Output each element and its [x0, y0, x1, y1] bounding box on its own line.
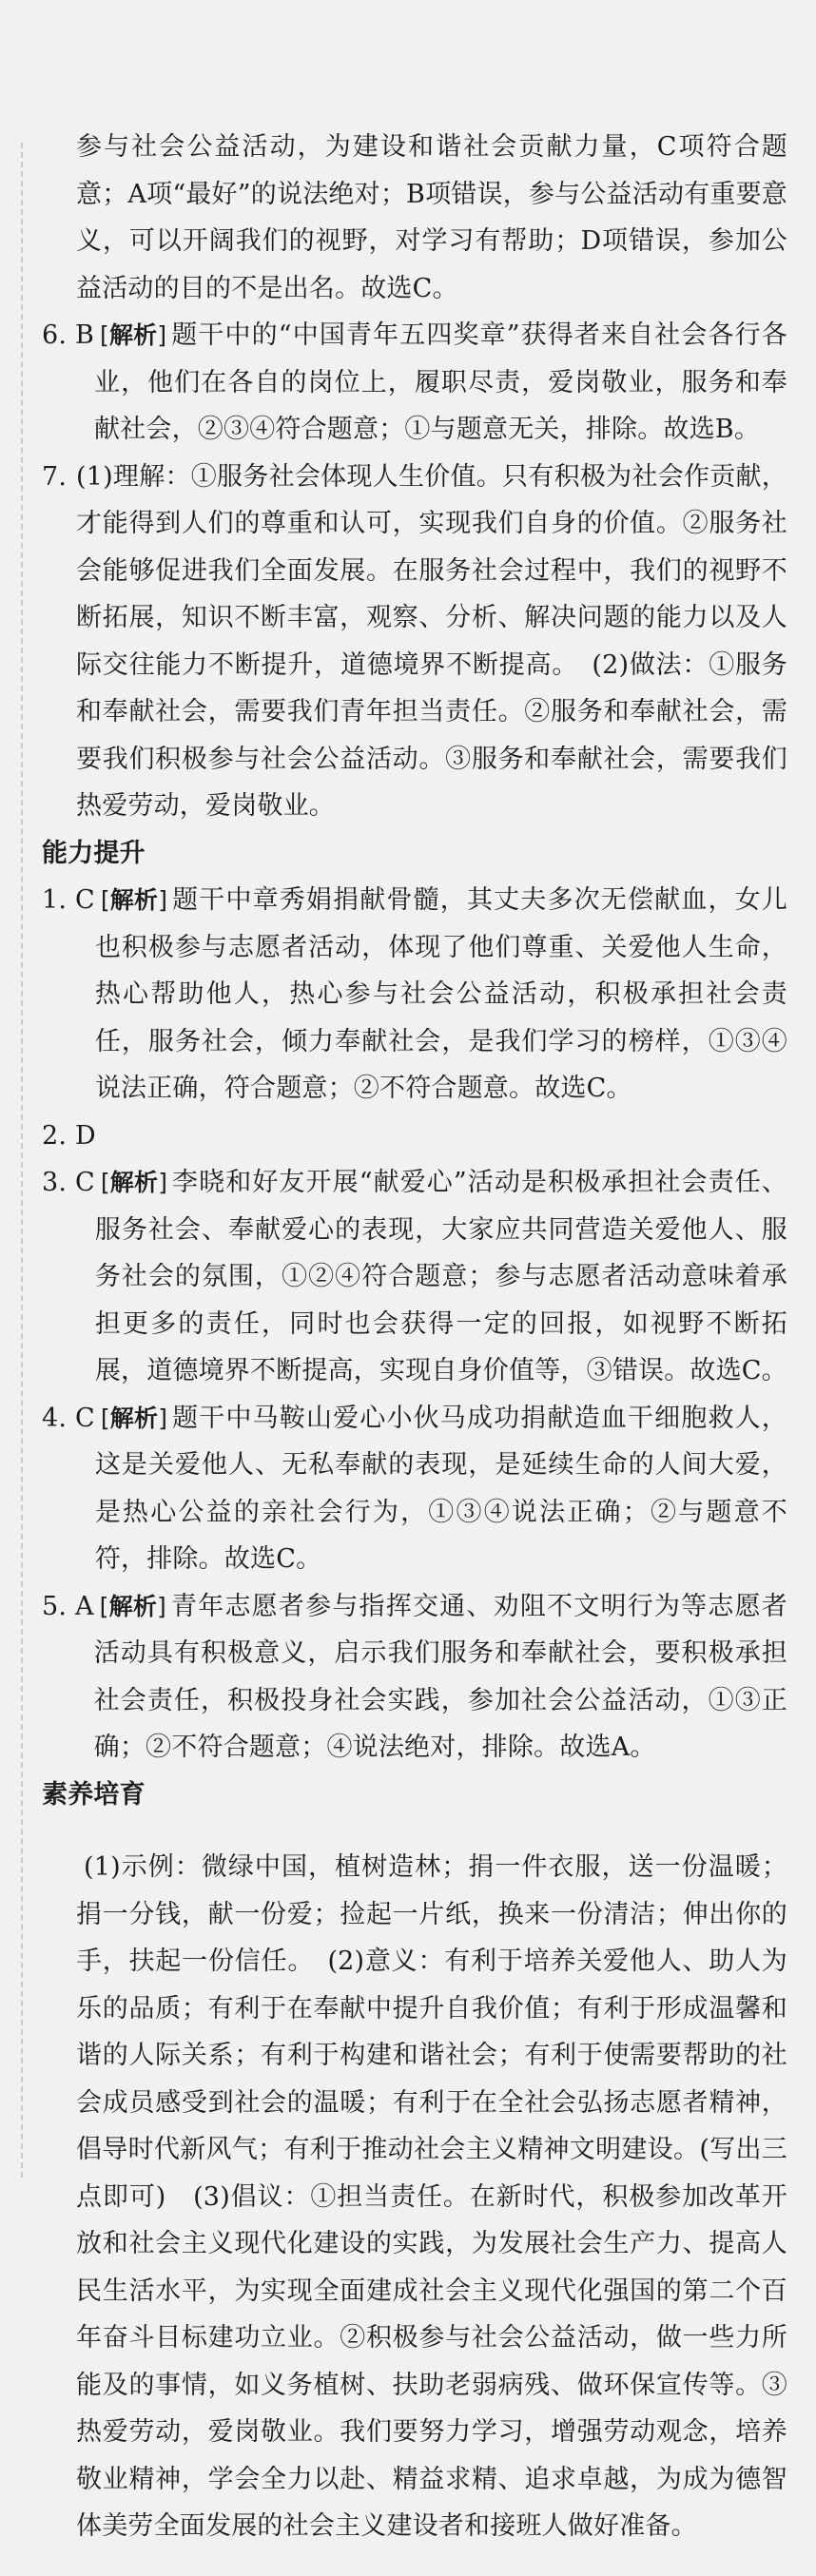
- ability-item-2: [42, 1113, 787, 1160]
- item-text: (1)理解：①服务社会体现人生价值。只有积极为社会作贡献，才能得到人们的尊重和认可，实现我们自身的价值。②服务社会能够促进我们全面发展。在服务社会过程中，我们的视野不断拓展，知识不断丰富，观察、分析、解决问题的能力以及人际交往能力不断提升，道德境界不断提高。 (2)做法：①服务和奉献社会，需要我们青年担当责任。②服务和奉献社会，需要我们积极参与社会公益活动。③服务和奉献社会，需要我们热爱劳动，爱岗敬业。: [76, 461, 787, 821]
- analysis-tag-label: 解析: [108, 321, 158, 349]
- item-number: 5. A: [42, 1591, 94, 1621]
- item-text: 青年志愿者参与指挥交通、劝阻不文明行为等志愿者活动具有积极意义，启示我们服务和奉献社会，要积极承担社会责任，积极投身社会实践，参加社会公益活动，①③正确；②不符合题意；④说法绝对，排除。故选A。: [93, 1591, 787, 1762]
- analysis-tag: [解析]: [100, 886, 168, 914]
- item-body: [94, 312, 787, 454]
- ability-item-1: [42, 877, 787, 1113]
- analysis-tag: [解析]: [99, 1592, 166, 1620]
- item-text: 题干中章秀娟捐献骨髓，其丈夫多次无偿献血，女儿也积极参与志愿者活动，体现了他们尊重、关爱他人生命，热心帮助他人，热心参与社会公益活动，积极承担社会责任，服务社会，倾力奉献社会，是我们学习的榜样，①③④说法正确，符合题意；②不符合题意。故选C。: [94, 885, 787, 1103]
- item-text: 题干中马鞍山爱心小伙马成功捐献造血干细胞救人，这是关爱他人、无私奉献的表现，是延续生命的人间大爱，是热心公益的亲社会行为，①③④说法正确；②与题意不符，排除。故选C。: [94, 1403, 787, 1574]
- item-text: 题干中的“中国青年五四奖章”获得者来自社会各行各业，他们在各自的岗位上，履职尽责，爱岗敬业，服务和奉献社会，②③④符合题意；①与题意无关，排除。故选B。: [94, 320, 787, 444]
- item-number: 1. C: [42, 885, 95, 915]
- literacy-answer: (1)示例：微绿中国，植树造林；捐一件衣服，送一份温暖；捐一分钱，献一份爱；捡起一片纸，换来一份清洁；伸出你的手，扶起一份信任。 (2)意义：有利于培养关爱他人、助人为乐的品质；有利于在奉献中提升自我价值；有利于形成温馨和谐的人际关系；有利于构建和谐社会；有利于使需要帮助的社会成员感受到社会的温暖；有利于在全社会弘扬志愿者精神，倡导时代新风气；有利于推动社会主义精神文明建设。(写出三点即可) (3)倡议：①担当责任。在新时代，积极参加改革开放和社会主义现代化建设的实践，为发展社会生产力、提高人民生活水平，为实现全面建成社会主义现代化强国的第二个百年奋斗目标建功立业。②积极参与社会公益活动，做一些力所能及的事情，如义务植树、扶助老弱病残、做环保宣传等。③热爱劳动，爱岗敬业。我们要努力学习，增强劳动观念，培养敬业精神，学会全力以赴、精益求精、追求卓越，为成为德智体美劳全面发展的社会主义建设者和接班人做好准备。: [76, 1852, 787, 2541]
- item-number: 3. C: [42, 1168, 95, 1197]
- answer-content: [42, 124, 787, 2576]
- item-number: 6. B: [42, 320, 94, 350]
- analysis-tag-label: 解析: [109, 1404, 159, 1432]
- item-number: 7.: [42, 461, 68, 492]
- item-body: [94, 1583, 787, 1772]
- section-title-ability: 能力提升: [42, 838, 146, 868]
- analysis-tag-label: 解析: [108, 1592, 158, 1620]
- item-number: 2. D: [42, 1120, 96, 1151]
- section-title-literacy: 素养培育: [42, 1779, 146, 1810]
- item-number: 4. C: [42, 1403, 95, 1433]
- analysis-tag-label: 解析: [109, 886, 159, 914]
- item-text: 李晓和好友开展“献爱心”活动是积极承担社会责任、服务社会、奉献爱心的表现，大家应共同营造关爱他人、服务社会的氛围，①②④符合题意；参与志愿者活动意味着承担更多的责任，同时也会获得一定的回报，如视野不断拓展，道德境界不断提高，实现自身价值等，③错误。故选C。: [94, 1168, 787, 1385]
- ability-item-3: [42, 1159, 787, 1395]
- analysis-tag: [解析]: [100, 321, 167, 349]
- ability-item-4: [42, 1395, 787, 1583]
- intro-paragraph: 参与社会公益活动，为建设和谐社会贡献力量，C项符合题意；A项“最好”的说法绝对；B项错误，参与公益活动有重要意义，可以开阔我们的视野，对学习有帮助；D项错误，参加公益活动的目的不是出名。故选C。: [76, 132, 787, 303]
- answer-item-7: [42, 454, 787, 830]
- item-body: [95, 1159, 787, 1395]
- analysis-tag-label: 解析: [109, 1169, 159, 1196]
- item-text: [96, 1113, 787, 1160]
- item-body: [95, 1395, 787, 1583]
- ability-item-5: [42, 1583, 787, 1772]
- binding-margin-line: [21, 143, 23, 2178]
- analysis-tag: [解析]: [100, 1169, 168, 1196]
- answer-item-6: [42, 312, 787, 454]
- item-body: [95, 877, 787, 1113]
- analysis-tag: [解析]: [100, 1404, 168, 1432]
